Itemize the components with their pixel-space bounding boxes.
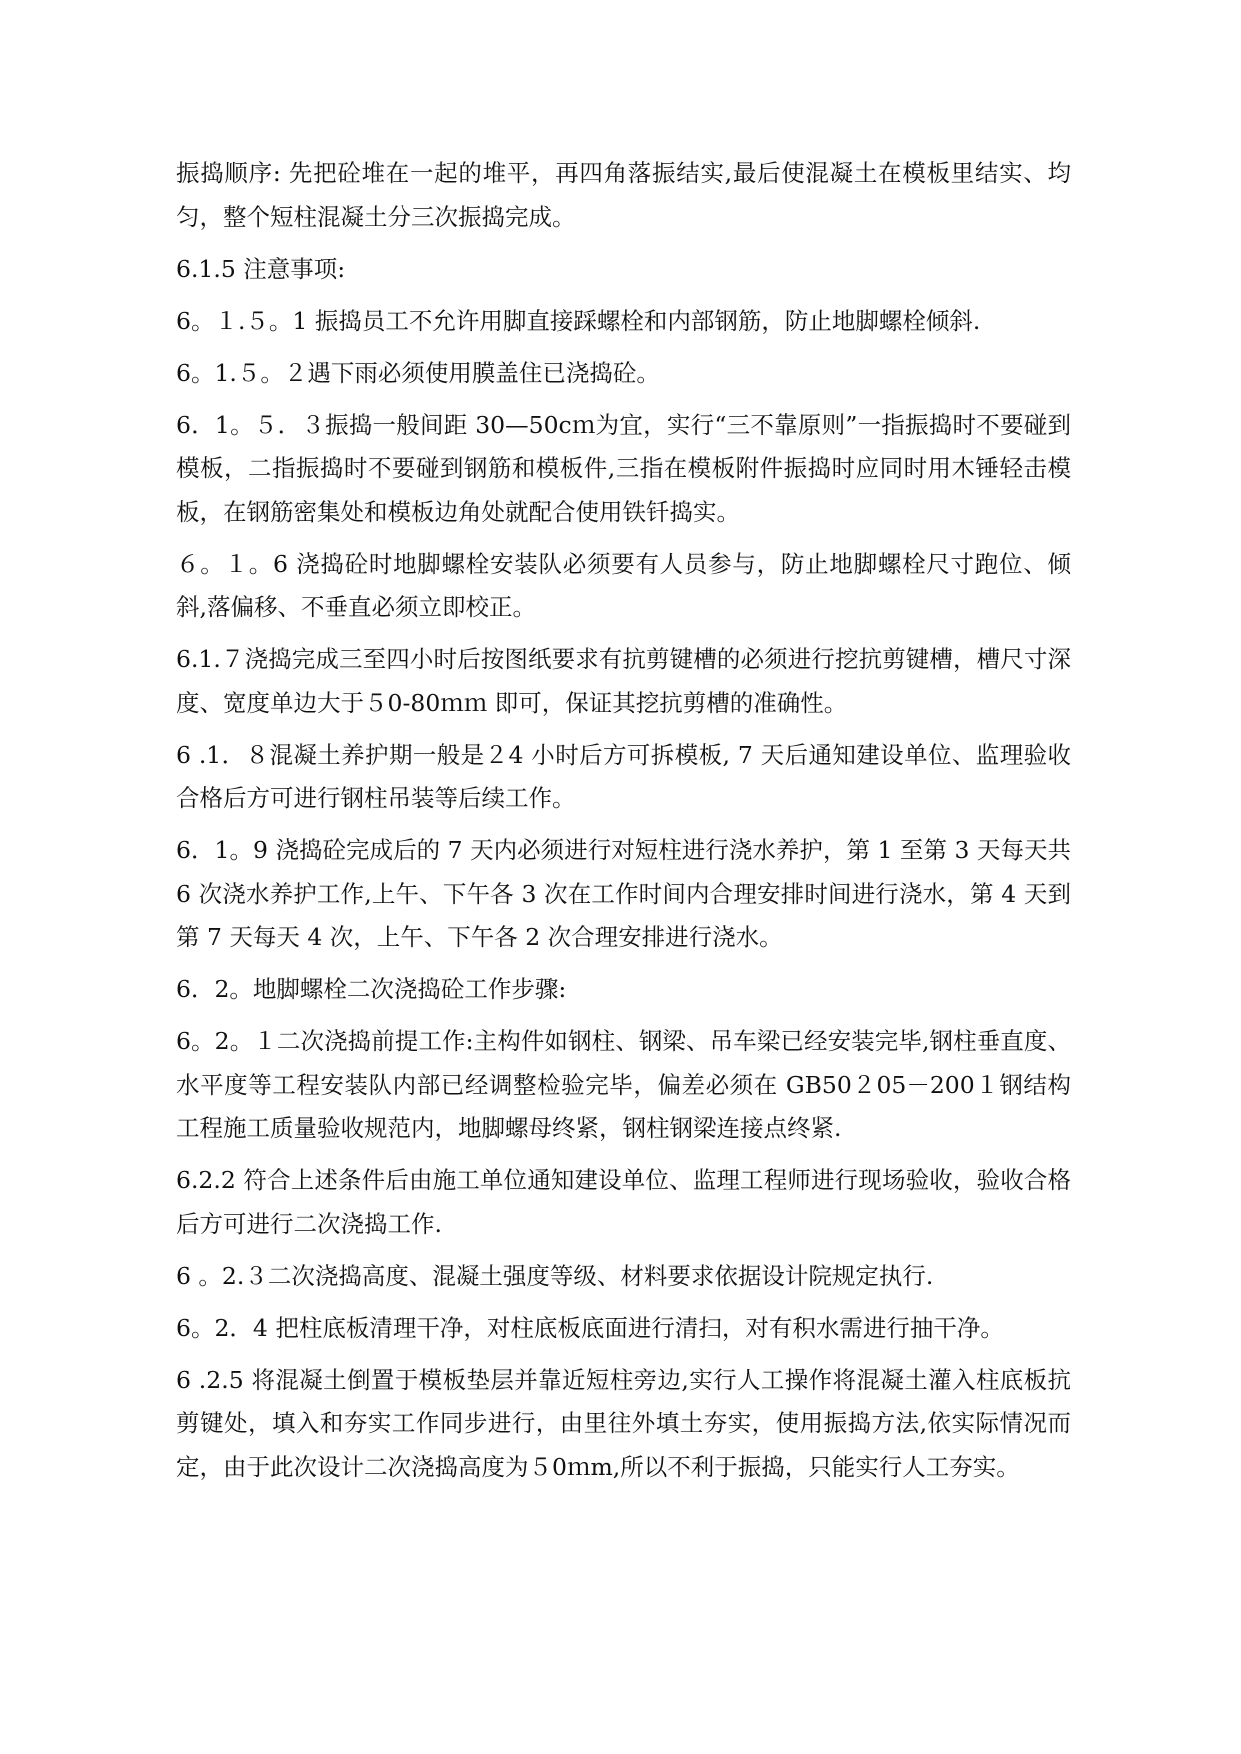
document-body xyxy=(176,152,1071,1498)
paragraph-6-2-5: 6 .2.5 将混凝土倒置于模板垫层并靠近短柱旁边,实行人工操作将混凝土灌入柱底板抗剪键处，填入和夯实工作同步进行，由里往外填土夯实，使用振捣方法,依实际情况而定，由于此次设计二次浇捣高度为５0ｍm,所以不利于振捣，只能实行人工夯实。 xyxy=(176,1365,1071,1481)
paragraph-6-1-5-3: 6．1。５．３振捣一般间距 30—50cｍ为宜，实行“三不靠原则”一指振捣时不要碰到模板，二指振捣时不要碰到钢筋和模板件,三指在模板附件振捣时应同时用木锤轻击模板，在钢筋密集处和模板边角处就配合使用铁钎捣实。 xyxy=(176,410,1071,526)
paragraph-6-1-9: 6．1。9 浇捣砼完成后的 7 天内必须进行对短柱进行浇水养护，第 1 至第 3 天每天共 6 次浇水养护工作,上午、下午各 3 次在工作时间内合理安排时间进行浇水，第 4 天到第 7 天每天 4 次，上午、下午各 2 次合理安排进行浇水。 xyxy=(176,836,1071,951)
paragraph-6-1-8: 6 .1．８混凝土养护期一般是２4 小时后方可拆模板, 7 天后通知建设单位、监理验收合格后方可进行钢柱吊装等后续工作。 xyxy=(176,740,1071,812)
paragraph-6-1-7: 6.1.７浇捣完成三至四小时后按图纸要求有抗剪键槽的必须进行挖抗剪键槽，槽尺寸深度、宽度单边大于５0-80ｍｍ 即可，保证其挖抗剪槽的准确性。 xyxy=(176,645,1071,717)
paragraph-6-1-5-1: 6。１.５。1 振捣员工不允许用脚直接踩螺栓和内部钢筋，防止地脚螺栓倾斜. xyxy=(176,306,981,335)
paragraph-6-2-4: 6。2．4 把柱底板清理干净，对柱底板底面进行清扫，对有积水需进行抽干净。 xyxy=(176,1313,1004,1342)
paragraph-6-1-5-2: 6。1.５。２遇下雨必须使用膜盖住已浇捣砼。 xyxy=(176,358,660,387)
paragraph-vibration-order: 振捣顺序: 先把砼堆在一起的堆平，再四角落振结实,最后使混凝土在模板里结实、均匀，整个短柱混凝土分三次振捣完成。 xyxy=(176,159,1071,231)
heading-6-2-steps: 6．2。地脚螺栓二次浇捣砼工作步骤: xyxy=(176,975,567,1003)
paragraph-6-2-2: 6.2.2 符合上述条件后由施工单位通知建设单位、监理工程师进行现场验收，验收合格后方可进行二次浇捣工作. xyxy=(176,1166,1071,1238)
paragraph-6-2-3: 6 。2.３二次浇捣高度、混凝土强度等级、材料要求依据设计院规定执行. xyxy=(176,1261,934,1290)
paragraph-6-2-1: 6。2。１二次浇捣前提工作:主构件如钢柱、钢梁、吊车梁已经安装完毕,钢柱垂直度、水平度等工程安装队内部已经调整检验完毕，偏差必须在 GB50２05－200１钢结构工程施工质量验收规范内，地脚螺母终紧，钢柱钢梁连接点终紧. xyxy=(176,1027,1071,1142)
heading-6-1-5-notes: 6.1.5 注意事项: xyxy=(176,254,346,283)
paragraph-6-1-6: ６。１。6 浇捣砼时地脚螺栓安装队必须要有人员参与，防止地脚螺栓尺寸跑位、倾斜,落偏移、不垂直必须立即校正。 xyxy=(176,549,1071,621)
